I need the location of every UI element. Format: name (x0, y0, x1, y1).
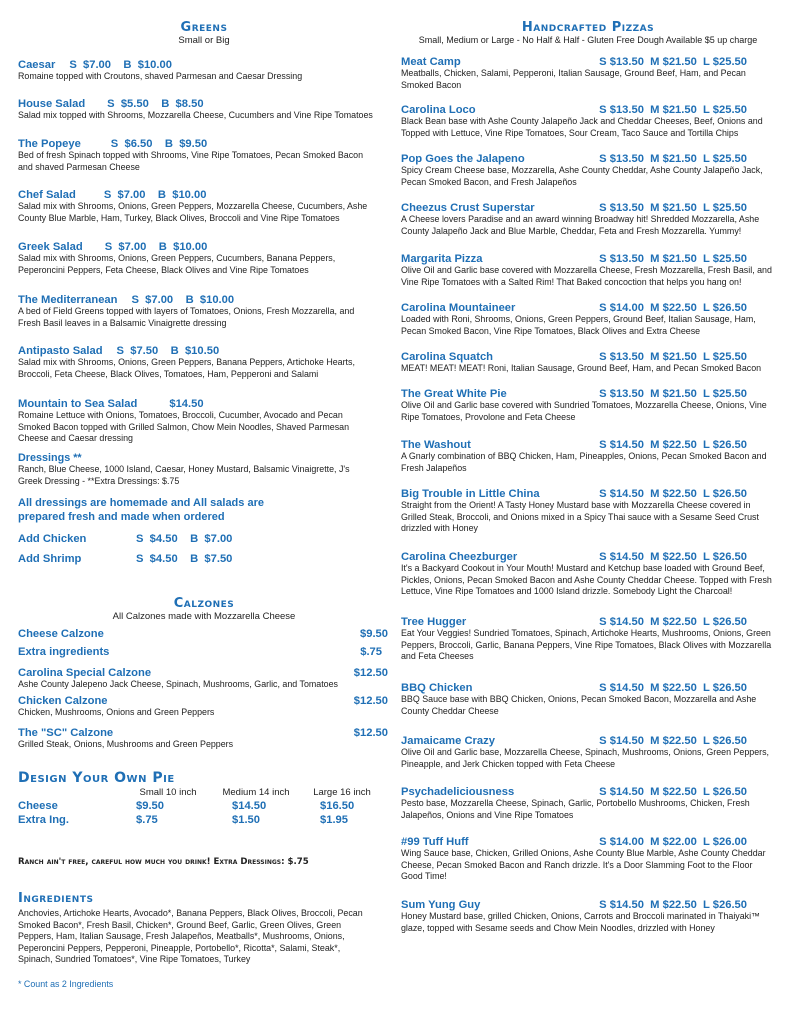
ranch-note: Ranch ain't free, careful how much you drink! Extra Dressings: $.75 (18, 857, 309, 867)
pizza-price: S $13.50 M $21.50 L $25.50 (599, 153, 747, 165)
pizza-item (401, 682, 775, 717)
item-desc: Bed of fresh Spinach topped with Shrooms, Vine Ripe Tomatoes, Pecan Smoked Bacon and shaved Parmesan Cheese (18, 150, 364, 172)
calzones-title: Calzones (173, 596, 235, 611)
item-name: Antipasto Salad (18, 345, 103, 357)
pizza-name: Margarita Pizza (401, 253, 483, 265)
item-name: Caesar (18, 59, 56, 71)
pizza-name: Carolina Squatch (401, 351, 494, 363)
pizza-price: S $13.50 M $21.50 L $25.50 (599, 202, 747, 214)
pizza-desc: It's a Backyard Cookout in Your Mouth! Mustard and Ketchup base loaded with Ground Beef, Pickles, Onions, Pecan Smoked Bacon and Ashe County Cheddar Cheese. Topped with Fresh Lettuce, Vine Ripe Tomatoes and 1000 Island drizzle. Somebody Light the Charcoal! (401, 563, 772, 596)
menu-item-greek-salad (18, 241, 358, 276)
dressings-label: Dressings ** (18, 452, 82, 464)
item-name: House Salad (18, 98, 86, 110)
item-price: $12.50 (353, 667, 388, 679)
item-name: Greek Salad (18, 241, 83, 253)
row-name: Extra Ing. (18, 814, 69, 826)
pizza-item (401, 786, 775, 821)
item-name: Carolina Special Calzone (18, 667, 152, 679)
item-price: S $7.00 B $10.00 (69, 59, 172, 71)
size-small: Small 10 inch (139, 787, 197, 798)
pizza-desc: Olive Oil and Garlic base covered with Sundried Tomatoes, Mozzarella Cheese, Onions, Vine Ripe Tomatoes, Provolone and Feta Cheese (401, 400, 767, 422)
pizza-desc: Wing Sauce base, Chicken, Grilled Onions, Ashe County Blue Marble, Ashe County Cheddar Cheese, Pecan Smoked Bacon and Ranch drizzle. It's a Door Slamming Foot to the Floor Good Time! (401, 848, 766, 881)
pizza-name: The Washout (401, 439, 471, 451)
pizza-desc: Pesto base, Mozzarella Cheese, Spinach, Garlic, Portobello Mushrooms, Chicken, Fresh Jalapeños, Onions and Vine Ripe Tomatoes (401, 798, 750, 820)
size-medium: Medium 14 inch (222, 787, 290, 798)
menu-item-caesar (18, 59, 390, 83)
pizza-price: S $13.50 M $21.50 L $25.50 (599, 388, 747, 400)
pizza-item (401, 551, 775, 598)
item-desc: Salad mix with Shrooms, Onions, Green Peppers, Cucumbers, Banana Peppers, Peperoncini Peppers, Feta Cheese, Black Olives and Vine Ripe Tomatoes (18, 253, 336, 275)
pizza-desc: Olive Oil and Garlic base covered with Mozzarella Cheese, Fresh Mozzarella, Fresh Basil, and Vine Ripe Tomatoes with a Salted Rim! That Baked concoction that helps you hang on! (401, 265, 772, 287)
pizza-price: S $14.50 M $22.50 L $26.50 (599, 616, 747, 628)
pizza-desc: Loaded with Roni, Shrooms, Onions, Green Peppers, Ground Beef, Italian Sausage, Ham, Pecan Smoked Bacon, Vine Ripe Tomatoes, Black Olives and Extra Cheese (401, 314, 756, 336)
price-large: $16.50 (320, 800, 355, 812)
pizza-price: S $14.50 M $22.50 L $26.50 (599, 735, 747, 747)
item-name: Mountain to Sea Salad (18, 398, 138, 410)
pizza-item (401, 488, 775, 535)
item-desc: Salad mix with Shrooms, Onions, Green Peppers, Banana Peppers, Artichoke Hearts, Broccoli, Feta Cheese, Black Olives, Tomatoes, Ham, Pepperoni and Salami (18, 357, 355, 379)
item-name: The Mediterranean (18, 294, 118, 306)
design-row-extra (18, 814, 348, 826)
pizza-item (401, 351, 775, 375)
pizza-price: S $13.50 M $21.50 L $25.50 (599, 56, 747, 68)
item-price: S $5.50 B $8.50 (107, 98, 204, 110)
design-row-cheese (18, 800, 354, 812)
pizza-name: Sum Yung Guy (401, 899, 481, 911)
item-desc: Ashe County Jalepeno Jack Cheese, Spinach, Mushrooms, Garlic, and Tomatoes (18, 679, 338, 689)
pizza-desc: A Gnarly combination of BBQ Chicken, Ham, Pineapples, Onions, Pecan Smoked Bacon and Fresh Jalapeños (401, 451, 767, 473)
design-title: Design Your Own Pie (18, 770, 175, 786)
pizza-name: Big Trouble in Little China (401, 488, 540, 500)
size-large: Large 16 inch (313, 787, 371, 798)
pizza-price: S $14.50 M $22.50 L $26.50 (599, 899, 747, 911)
pizza-name: Tree Hugger (401, 616, 467, 628)
menu-item-antipasto (18, 345, 374, 380)
addon-shrimp (18, 553, 278, 565)
pizza-desc: Black Bean base with Ashe County Jalapeño Jack and Cheddar Cheeses, Beef, Onions and Topped with Lettuce, Vine Ripe Tomatoes, Sour Cream, Taco Sauce and Tortilla Chips (401, 116, 763, 138)
calzone-extra (18, 646, 382, 658)
pizza-name: The Great White Pie (401, 388, 507, 400)
pizza-item (401, 735, 775, 770)
pizzas-header (398, 20, 778, 45)
item-price: S $6.50 B $9.50 (110, 138, 208, 150)
pizza-item (401, 56, 775, 91)
menu-item-chef-salad (18, 189, 378, 224)
item-desc: Chicken, Mushrooms, Onions and Green Peppers (18, 707, 215, 717)
calzone-sc (18, 727, 388, 751)
item-name: The "SC" Calzone (18, 727, 114, 739)
item-name: Cheese Calzone (18, 628, 104, 640)
pizza-price: S $14.50 M $22.50 L $26.50 (599, 786, 747, 798)
pizza-name: #99 Tuff Huff (401, 836, 469, 848)
price-large: $1.95 (320, 814, 348, 826)
pizza-desc: Spicy Cream Cheese base, Mozzarella, Ashe County Cheddar, Ashe County Jalapeño Jack, Pecan Smoked Bacon, and Fresh Jalapeños (401, 165, 763, 187)
menu-item-house-salad (18, 98, 390, 122)
item-desc: Grilled Steak, Onions, Mushrooms and Green Peppers (18, 739, 234, 749)
item-desc: Salad mix with Shrooms, Onions, Green Peppers, Mozzarella Cheese, Cucumbers, Ashe County Blue Marble, Ham, Turkey, Black Olives, Broccoli and Vine Ripe Tomatoes (18, 201, 368, 223)
item-name: Extra ingredients (18, 646, 110, 658)
calzone-chicken (18, 695, 388, 719)
addon-name: Add Shrimp (18, 553, 82, 565)
pizza-price: S $13.50 M $21.50 L $25.50 (599, 351, 747, 363)
item-desc: Salad mix topped with Shrooms, Mozzarella Cheese, Cucumbers and Vine Ripe Tomatoes (18, 110, 373, 120)
pizza-price: S $14.50 M $22.50 L $26.50 (599, 682, 747, 694)
greens-subtitle: Small or Big (178, 35, 230, 46)
item-price: $.75 (360, 646, 382, 658)
item-desc: A bed of Field Greens topped with layers of Tomatoes, Onions, Fresh Mozzarella, and Fresh Basil leaves in a Balsamic Vinaigrette dressing (18, 306, 355, 328)
pizza-item (401, 253, 775, 288)
item-price: $14.50 (169, 398, 204, 410)
pizza-price: S $14.50 M $22.50 L $26.50 (599, 488, 747, 500)
ingredients-list: Anchovies, Artichoke Hearts, Avocado*, Banana Peppers, Black Olives, Broccoli, Pecan Smoked Bacon*, Fresh Basil, Chicken*, Ground Beef, Garlic, Green Olives, Green Peppers, Ham, Italian Sausage, Fresh Jalapeños, Meatballs*, Mushrooms, Onions, Peperoncini Peppers, Pepperoni, Pineapple, Portobello*, Ricotta*, Salami, Steak*, Spinach, Sundried Tomatoes*, Vine Ripe Tomatoes, Turkey (18, 908, 363, 964)
price-medium: $1.50 (232, 814, 260, 826)
greens-header (18, 20, 390, 46)
pizza-desc: Straight from the Orient! A Tasty Honey Mustard base with Mozzarella Cheese covered in Grilled Steak, Broccoli, and Onions mixed in a Spicy Thai sauce with a Sesame Seed Crust drizzled with Honey (401, 500, 759, 533)
price-small: $9.50 (136, 800, 164, 812)
pizza-price: S $13.50 M $21.50 L $25.50 (599, 104, 747, 116)
pizza-desc: Eat Your Veggies! Sundried Tomatoes, Spinach, Artichoke Hearts, Mushrooms, Onions, Green Peppers, Broccoli, Garlic, Banana Peppers, Vine Ripe Tomatoes, Black Olives with Mozzarella and Feta Cheeses (401, 628, 772, 661)
pizza-item (401, 388, 775, 423)
calzones-subtitle: All Calzones made with Mozzarella Cheese (112, 611, 296, 622)
item-price: $12.50 (353, 727, 388, 739)
pizza-price: S $13.50 M $21.50 L $25.50 (599, 253, 747, 265)
item-desc: Romaine Lettuce with Onions, Tomatoes, Broccoli, Cucumber, Avocado and Pecan Smoked Bacon topped with Grilled Salmon, Chow Mein Noodles, Shaved Parmesan Cheese and Caesar dressing (18, 410, 350, 443)
ingredients-footnote: * Count as 2 Ingredients (18, 979, 114, 989)
menu-item-popeye (18, 138, 374, 173)
calzones-header (18, 596, 390, 622)
addon-name: Add Chicken (18, 533, 87, 545)
pizza-item (401, 616, 775, 663)
pizza-desc: Honey Mustard base, grilled Chicken, Onions, Carrots and Broccoli marinated in Thaiyaki™ glaze, topped with Sesame seeds and Chow Mein Noodles, drizzled with Honey (401, 911, 760, 933)
addon-price: S $4.50 B $7.00 (136, 533, 233, 545)
pizzas-subtitle: Small, Medium or Large - No Half & Half - Gluten Free Dough Available $5 up charge (418, 35, 758, 45)
pizza-item (401, 439, 775, 474)
pizza-price: S $14.00 M $22.50 L $26.50 (599, 302, 747, 314)
pizza-name: Psychadeliciousness (401, 786, 515, 798)
homemade-note: All dressings are homemade and All salads are prepared fresh and made when ordered (18, 497, 264, 523)
item-price: S $7.00 B $10.00 (104, 241, 208, 253)
calzone-carolina-special (18, 667, 388, 691)
menu-item-mediterranean (18, 294, 370, 329)
ingredients-title: Ingredients (18, 891, 94, 906)
pizza-item (401, 899, 775, 934)
item-price: S $7.50 B $10.50 (116, 345, 220, 357)
pizza-name: Cheezus Crust Superstar (401, 202, 535, 214)
pizza-item (401, 202, 775, 237)
pizza-item (401, 153, 775, 188)
pizza-item (401, 302, 775, 337)
pizza-name: Carolina Loco (401, 104, 476, 116)
pizza-name: Jamaicame Crazy (401, 735, 495, 747)
row-name: Cheese (18, 800, 58, 812)
pizza-name: Meat Camp (401, 56, 461, 68)
pizza-price: S $14.00 M $22.00 L $26.00 (599, 836, 747, 848)
pizza-item (401, 836, 775, 883)
pizza-desc: Olive Oil and Garlic base, Mozzarella Cheese, Spinach, Mushrooms, Onions, Green Peppers, Pineapple, and Jerk Chicken topped with Feta Cheese (401, 747, 769, 769)
calzone-cheese (18, 628, 388, 640)
item-desc: Romaine topped with Croutons, shaved Parmesan and Caesar Dressing (18, 71, 303, 81)
item-name: Chicken Calzone (18, 695, 108, 707)
item-price: $9.50 (360, 628, 388, 640)
item-price: S $7.00 B $10.00 (103, 189, 207, 201)
pizza-desc: A Cheese lovers Paradise and an award winning Broadway hit! Shredded Mozzarella, Ashe County Jalapeño Jack and Blue Marble, Cheddar, Feta and Fresh Mozzarella. Yummy! (401, 214, 760, 236)
menu-item-mountain-to-sea (18, 398, 370, 445)
greens-title: Greens (180, 20, 228, 35)
addon-price: S $4.50 B $7.50 (136, 553, 233, 565)
pizza-desc: Meatballs, Chicken, Salami, Pepperoni, Italian Sausage, Ground Beef, Ham, and Pecan Smoked Bacon (401, 68, 746, 90)
pizza-item (401, 104, 775, 139)
price-small: $.75 (136, 814, 158, 826)
pizza-name: Pop Goes the Jalapeno (401, 153, 525, 165)
pizza-desc: MEAT! MEAT! MEAT! Roni, Italian Sausage, Ground Beef, Ham, and Pecan Smoked Bacon (401, 363, 762, 373)
pizza-name: BBQ Chicken (401, 682, 473, 694)
dressings-block (18, 452, 358, 487)
pizzas-title: Handcrafted Pizzas (521, 20, 655, 35)
item-price: S $7.00 B $10.00 (131, 294, 235, 306)
item-name: The Popeye (18, 138, 81, 150)
item-name: Chef Salad (18, 189, 76, 201)
pizza-price: S $14.50 M $22.50 L $26.50 (599, 551, 747, 563)
pizza-name: Carolina Cheezburger (401, 551, 518, 563)
item-price: $12.50 (353, 695, 388, 707)
dressings-desc: Ranch, Blue Cheese, 1000 Island, Caesar, Honey Mustard, Balsamic Vinaigrette, J's Greek Dressing - **Extra Dressings: $.75 (18, 464, 350, 486)
addon-chicken (18, 533, 278, 545)
pizza-desc: BBQ Sauce base with BBQ Chicken, Onions, Pecan Smoked Bacon, Mozzarella and Ashe County Cheddar Cheese (401, 694, 757, 716)
pizza-price: S $14.50 M $22.50 L $26.50 (599, 439, 747, 451)
price-medium: $14.50 (232, 800, 267, 812)
pizza-name: Carolina Mountaineer (401, 302, 516, 314)
